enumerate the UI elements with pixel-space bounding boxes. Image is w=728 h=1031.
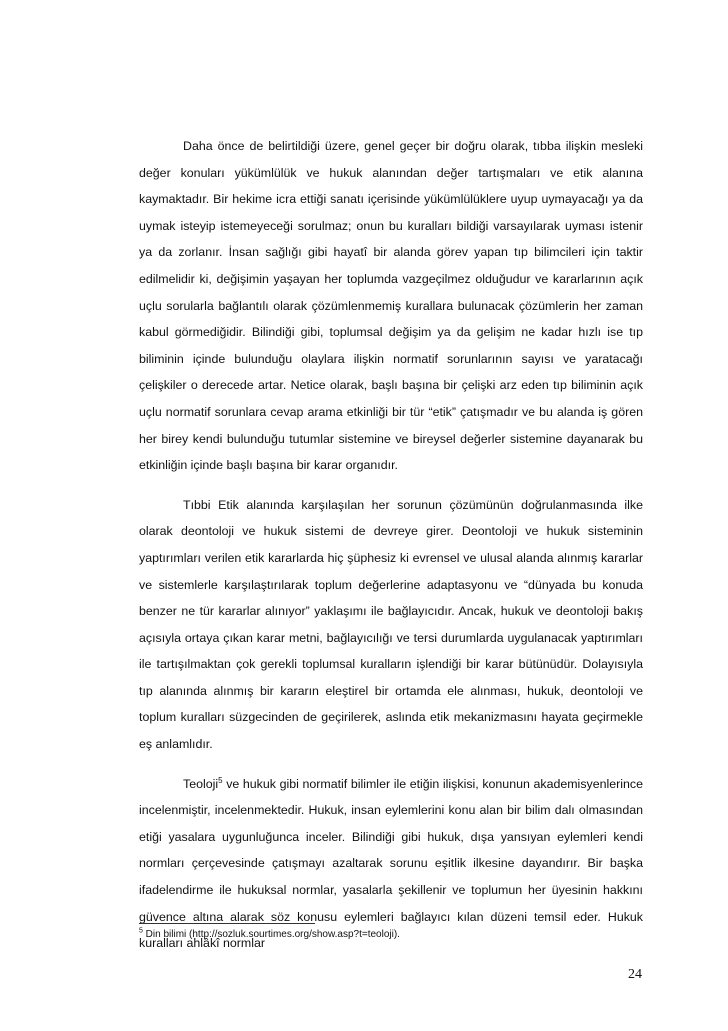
paragraph-3-lead: Teoloji [183, 776, 219, 791]
paragraph-2: Tıbbi Etik alanında karşılaşılan her sorunun çözümünün doğrulanmasında ilke olarak deontoloji ve hukuk sistemi de devreye girer. Deontoloji ve hukuk sisteminin yaptırımları verilen etik kararlarda hiç şüphesiz ki evrensel ve ulusal alanda alınmış kararlar ve sistemlerle karşılaştırılarak toplum değerlerine adaptasyonu ve “dünyada bu konuda benzer ne tür kararlar alınıyor” yaklaşımı ile bağlayıcıdır. Ancak, hukuk ve deontoloji bakış açısıyla ortaya çıkan karar metni, bağlayıcılığı ve tersi durumlarda uygulanacak yaptırımları ile tartışılmaktan çok gerekli toplumsal kuralların işlendiği bir karar bütünüdür. Dolayısıyla tıp alanında alınmış bir kararın eleştirel bir ortamda ele alınması, hukuk, deontoloji ve toplum kuralları süzgecinden de geçirilerek, aslında etik mekanizmasını hayata geçirmekle eş anlamlıdır. [139, 497, 643, 752]
footnote-reference[interactable]: 5 [218, 775, 223, 785]
body-text [139, 133, 643, 957]
footnote-text: Din bilimi (http://sozluk.sourtimes.org/show.asp?t=teoloji). [142, 929, 400, 940]
footnote-number: 5 [139, 927, 143, 935]
footnote [139, 928, 643, 942]
paragraph-3-text: ve hukuk gibi normatif bilimler ile etiğin ilişkisi, konunun akademisyenlerince incelenmiştir, incelenmektedir. Hukuk, insan eylemlerini konu alan bir bilim dalı olmasından etiği yasalara uygunluğunca inceler. Bilindiği gibi hukuk, dışa yansıyan eylemleri kendi normları çerçevesinde çatışmayı azaltarak sorunu eşitlik ilkesine dayandırır. Bir başka ifadelendirme ile hukuksal normlar, yasalarla şekillenir ve toplumun her üyesinin hakkını güvence altına alarak söz konusu eylemleri bağlayıcı kılan düzeni temsil eder. Hukuk kuralları ahlâkî normlar [139, 776, 643, 951]
footnote-divider [139, 923, 315, 924]
page-number: 24 [628, 967, 642, 982]
paragraph-1: Daha önce de belirtildiği üzere, genel geçer bir doğru olarak, tıbba ilişkin mesleki değer konuları yükümlülük ve hukuk alanından değer tartışmaları ve etik alanına kaymaktadır. Bir hekime icra ettiği sanatı içerisinde yükümlülüklere uyup uymayacağı ya da uymak isteyip istemeyeceği sorulmaz; onun bu kuralları bildiği varsayılarak uyması istenir ya da zorlanır. İnsan sağlığı gibi hayatî bir alanda görev yapan tıp bilimcileri için taktir edilmelidir ki, değişimin yaşayan her toplumda vazgeçilmez olduğudur ve kararlarının açık uçlu sorularla bağlantılı olarak çözümlenmemiş kurallara bulunacak çözümlerin her zaman kabul görmediğidir. Bilindiği gibi, toplumsal değişim ya da gelişim ne kadar hızlı ise tıp biliminin içinde bulunduğu olaylara ilişkin normatif sorunlarının sayısı ve yaratacağı çelişkiler o derecede artar. Netice olarak, başlı başına bir çelişki arz eden tıp biliminin açık uçlu normatif sorunlara cevap arama etkinliği bir tür “etik” çatışmadır ve bu alanda iş gören her birey kendi bulunduğu tutumlar sistemine ve bireysel değerler sistemine dayanarak bu etkinliğin içinde başlı başına bir karar organıdır. [139, 139, 643, 473]
